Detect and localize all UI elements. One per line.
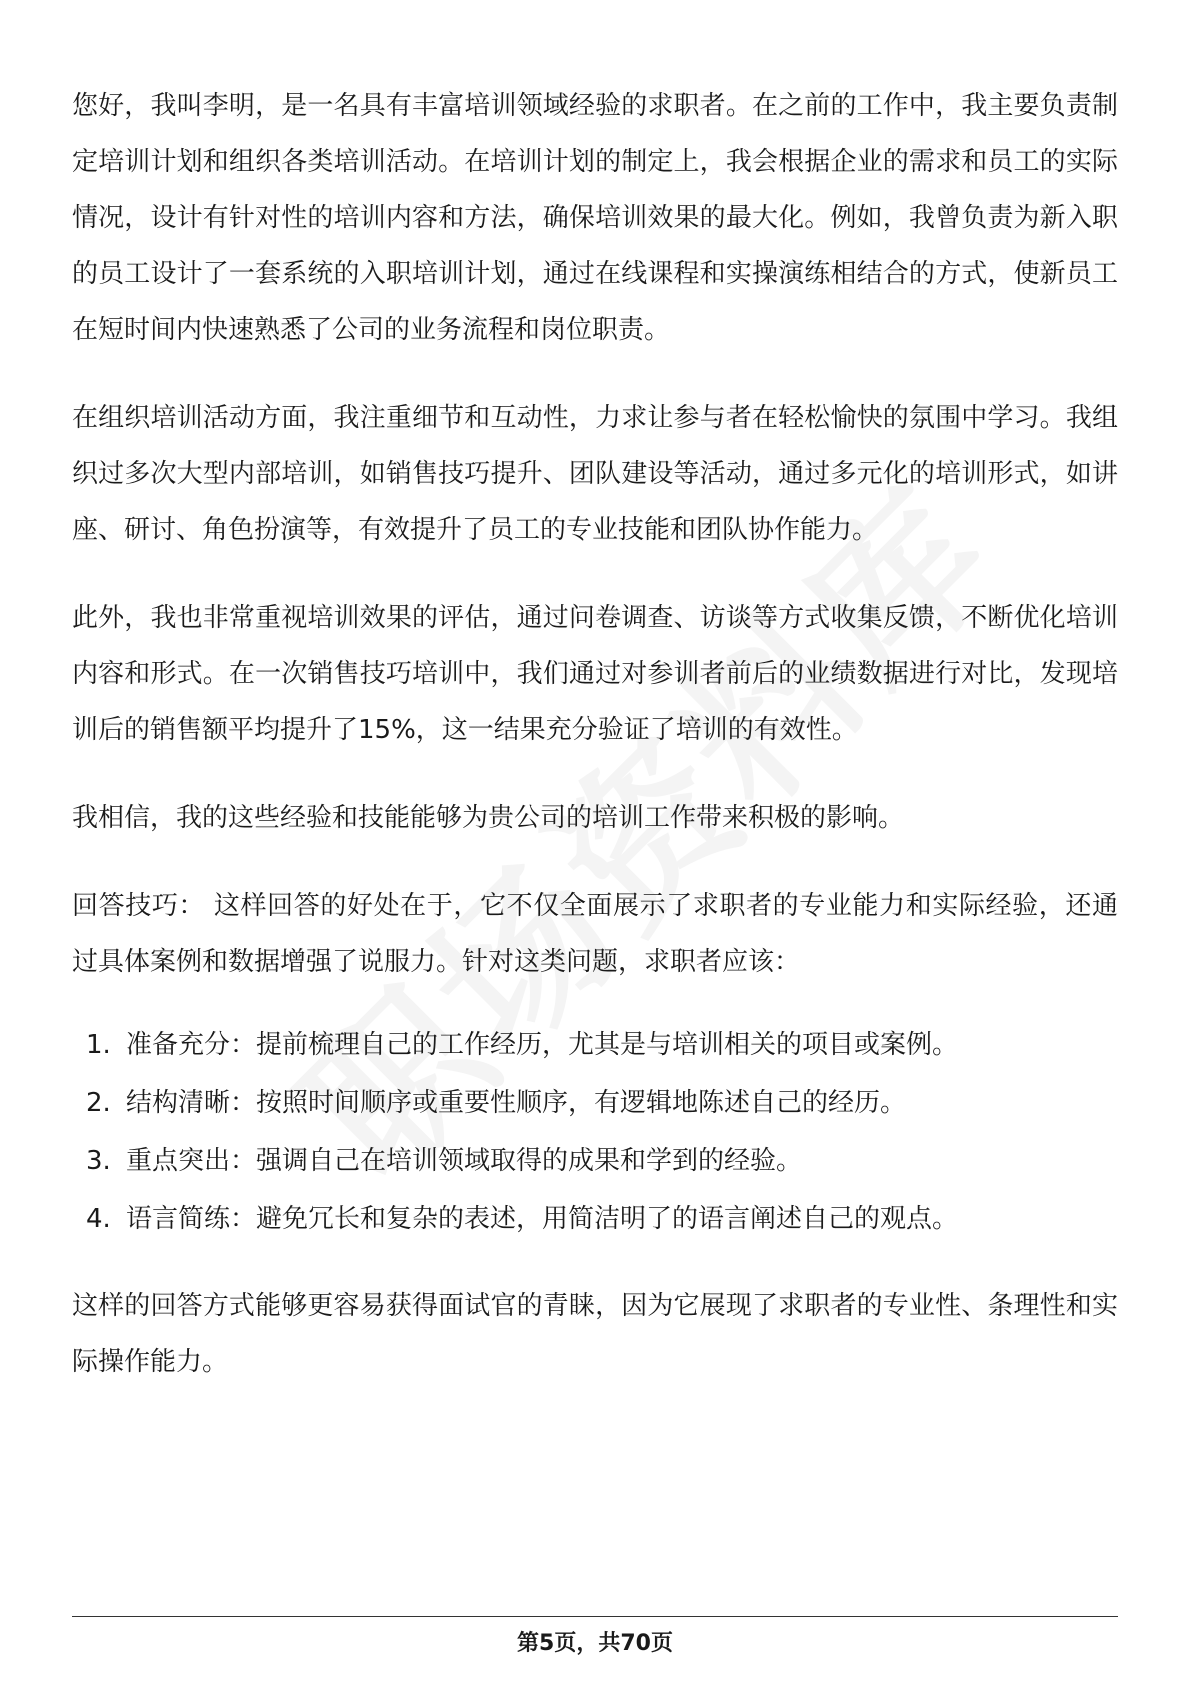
page-number: 第5页，共70页	[517, 1631, 673, 1656]
document-body	[72, 78, 1118, 1422]
tip-number: 4.	[86, 1204, 111, 1234]
tip-text: 语言简练：避免冗长和复杂的表述，用简洁明了的语言阐述自己的观点。	[126, 1204, 959, 1234]
tip-number: 1.	[86, 1030, 111, 1060]
tip-number: 3.	[86, 1146, 111, 1176]
evaluation-paragraph: 此外，我也非常重视培训效果的评估，通过问卷调查、访谈等方式收集反馈，不断优化培训内容和形式。在一次销售技巧培训中，我们通过对参训者前后的业绩数据进行对比，发现培训后的销售额平均提升了15%，这一结果充分验证了培训的有效性。	[72, 603, 1118, 745]
tip-item	[72, 1016, 1118, 1074]
tip-text: 结构清晰：按照时间顺序或重要性顺序，有逻辑地陈述自己的经历。	[126, 1088, 907, 1118]
intro-paragraph: 您好，我叫李明，是一名具有丰富培训领域经验的求职者。在之前的工作中，我主要负责制定培训计划和组织各类培训活动。在培训计划的制定上，我会根据企业的需求和员工的实际情况，设计有针对性的培训内容和方法，确保培训效果的最大化。例如，我曾负责为新入职的员工设计了一套系统的入职培训计划，通过在线课程和实操演练相结合的方式，使新员工在短时间内快速熟悉了公司的业务流程和岗位职责。	[72, 91, 1118, 345]
tip-text: 重点突出：强调自己在培训领域取得的成果和学到的经验。	[126, 1146, 803, 1176]
footer-divider	[72, 1616, 1118, 1617]
tip-number: 2.	[86, 1088, 111, 1118]
tip-item	[72, 1132, 1118, 1190]
answer-tips-paragraph: 回答技巧： 这样回答的好处在于，它不仅全面展示了求职者的专业能力和实际经验，还通过具体案例和数据增强了说服力。针对这类问题，求职者应该：	[72, 891, 1118, 977]
tips-list	[72, 1016, 1118, 1248]
training-activities-paragraph: 在组织培训活动方面，我注重细节和互动性，力求让参与者在轻松愉快的氛围中学习。我组织过多次大型内部培训，如销售技巧提升、团队建设等活动，通过多元化的培训形式，如讲座、研讨、角色扮演等，有效提升了员工的专业技能和团队协作能力。	[72, 403, 1118, 545]
closing-paragraph: 这样的回答方式能够更容易获得面试官的青睐，因为它展现了求职者的专业性、条理性和实际操作能力。	[72, 1291, 1118, 1377]
tip-item	[72, 1190, 1118, 1248]
belief-paragraph: 我相信，我的这些经验和技能能够为贵公司的培训工作带来积极的影响。	[72, 803, 905, 833]
tip-item	[72, 1074, 1118, 1132]
tip-text: 准备充分：提前梳理自己的工作经历，尤其是与培训相关的项目或案例。	[126, 1030, 959, 1060]
